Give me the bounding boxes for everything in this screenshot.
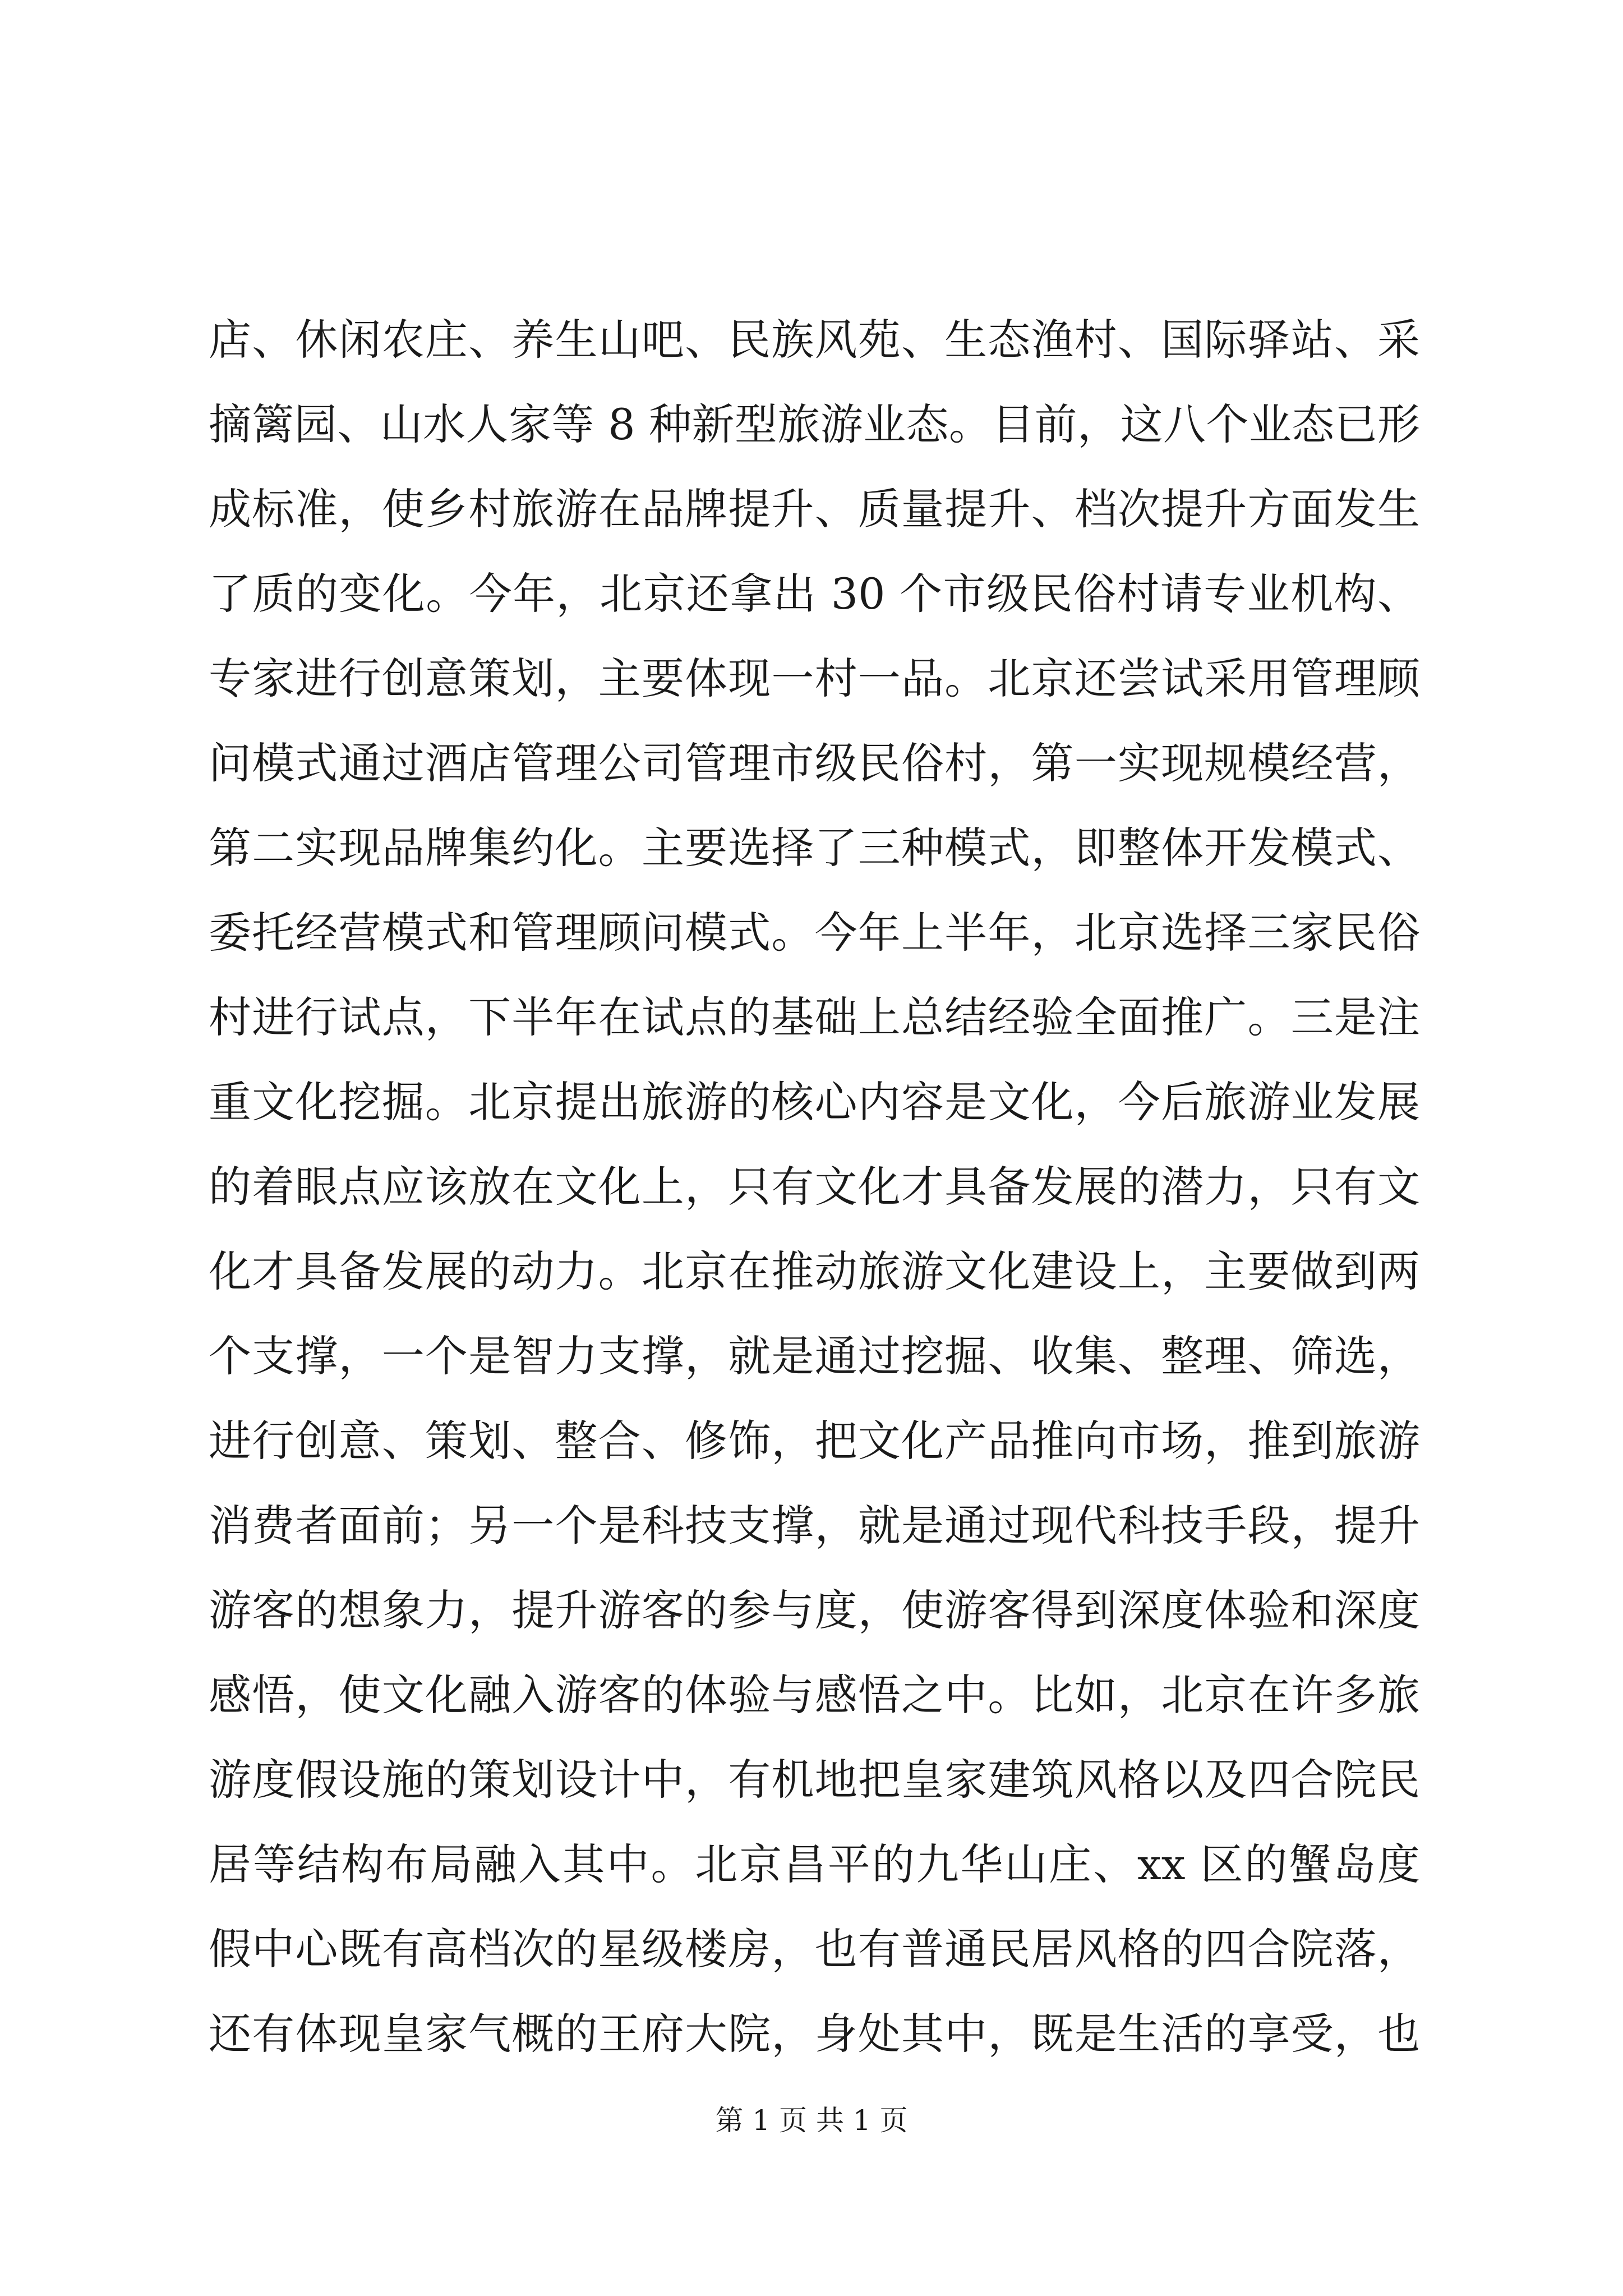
text-line: 了质的变化。今年，北京还拿出 30 个市级民俗村请专业机构、 bbox=[209, 569, 1420, 619]
page-footer bbox=[0, 2098, 1623, 2138]
text-line: 还有体现皇家气概的王府大院，身处其中，既是生活的享受，也 bbox=[209, 2009, 1420, 2059]
text-line: 假中心既有高档次的星级楼房，也有普通民居风格的四合院落， bbox=[209, 1924, 1420, 1974]
text-line: 感悟，使文化融入游客的体验与感悟之中。比如，北京在许多旅 bbox=[209, 1670, 1420, 1720]
text-line: 专家进行创意策划，主要体现一村一品。北京还尝试采用管理顾 bbox=[209, 654, 1420, 703]
body-text bbox=[209, 297, 1420, 2076]
text-line: 问模式通过酒店管理公司管理市级民俗村，第一实现规模经营， bbox=[209, 738, 1420, 788]
text-line: 居等结构布局融入其中。北京昌平的九华山庄、xx 区的蟹岛度 bbox=[209, 1839, 1420, 1889]
text-line: 化才具备发展的动力。北京在推动旅游文化建设上，主要做到两 bbox=[209, 1246, 1420, 1296]
text-line: 个支撑，一个是智力支撑，就是通过挖掘、收集、整理、筛选， bbox=[209, 1331, 1420, 1381]
text-line: 游客的想象力，提升游客的参与度，使游客得到深度体验和深度 bbox=[209, 1585, 1420, 1635]
text-line: 游度假设施的策划设计中，有机地把皇家建筑风格以及四合院民 bbox=[209, 1755, 1420, 1805]
text-line: 成标准，使乡村旅游在品牌提升、质量提升、档次提升方面发生 bbox=[209, 484, 1420, 534]
text-line: 的着眼点应该放在文化上，只有文化才具备发展的潜力，只有文 bbox=[209, 1162, 1420, 1212]
text-line: 村进行试点，下半年在试点的基础上总结经验全面推广。三是注 bbox=[209, 992, 1420, 1042]
text-line: 消费者面前；另一个是科技支撑，就是通过现代科技手段，提升 bbox=[209, 1501, 1420, 1550]
text-line: 店、休闲农庄、养生山吧、民族风苑、生态渔村、国际驿站、采 bbox=[209, 315, 1420, 365]
page-number-label: 第 1 页 共 1 页 bbox=[715, 2104, 908, 2137]
text-line: 摘篱园、山水人家等 8 种新型旅游业态。目前，这八个业态已形 bbox=[209, 399, 1420, 449]
text-line: 重文化挖掘。北京提出旅游的核心内容是文化，今后旅游业发展 bbox=[209, 1077, 1420, 1127]
text-line: 进行创意、策划、整合、修饰，把文化产品推向市场，推到旅游 bbox=[209, 1416, 1420, 1466]
text-line: 委托经营模式和管理顾问模式。今年上半年，北京选择三家民俗 bbox=[209, 908, 1420, 958]
text-line: 第二实现品牌集约化。主要选择了三种模式，即整体开发模式、 bbox=[209, 823, 1420, 873]
